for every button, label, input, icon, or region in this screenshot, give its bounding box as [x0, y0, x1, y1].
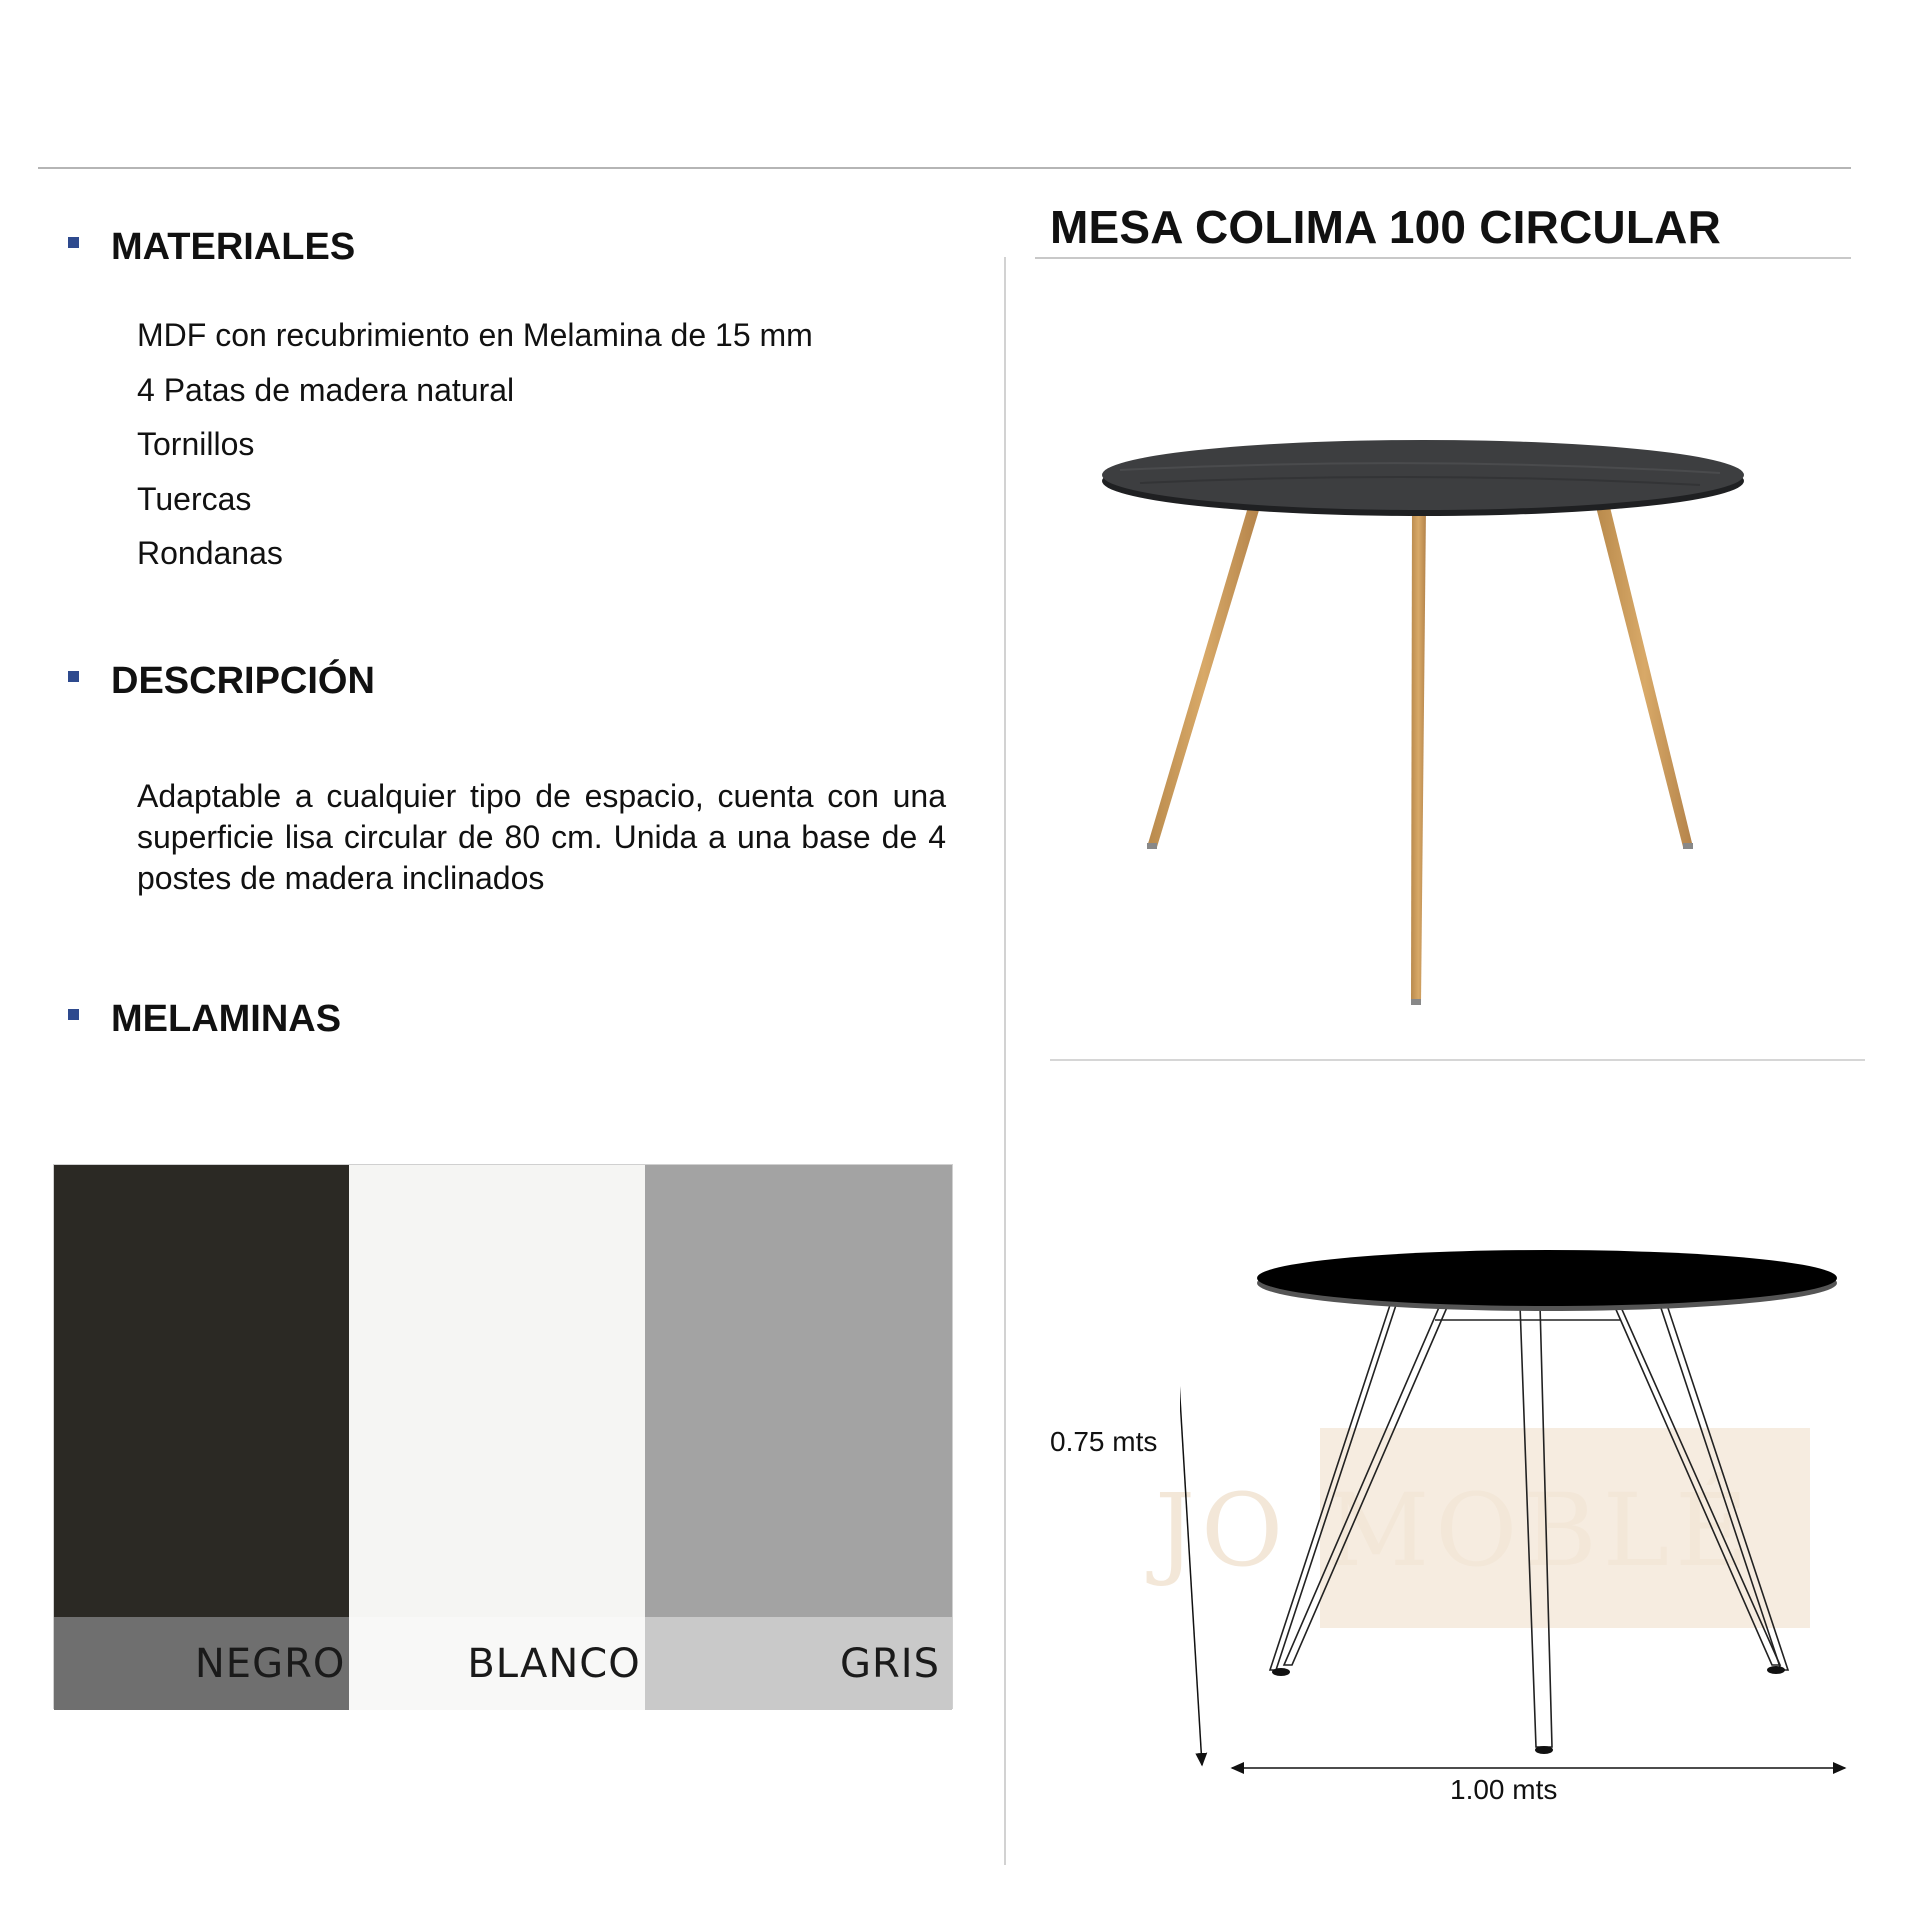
- materials-heading: [68, 226, 355, 269]
- table-leg: [1147, 507, 1260, 847]
- column-divider: [1004, 257, 1006, 1865]
- height-dimension-line: [1180, 1265, 1202, 1765]
- image-divider: [1050, 1059, 1865, 1061]
- swatch-chip: [349, 1165, 644, 1617]
- square-bullet-icon: [68, 237, 79, 248]
- melamines-heading-label: MELAMINAS: [111, 998, 342, 1040]
- leg-foot: [1147, 843, 1157, 849]
- watermark-text: JO MOBLÉ: [1155, 1472, 1755, 1589]
- top-rule: [38, 167, 1851, 169]
- table-dimension-drawing: [1180, 1245, 1870, 1785]
- list-item: Tuercas: [137, 480, 252, 517]
- swatch-label: GRIS: [840, 1640, 940, 1687]
- table-leg: [1596, 507, 1693, 847]
- swatch-label: NEGRO: [194, 1640, 346, 1687]
- swatch-gris: [645, 1165, 952, 1708]
- list-item: 4 Patas de madera natural: [137, 371, 515, 408]
- square-bullet-icon: [68, 671, 79, 682]
- swatch-blanco: [349, 1165, 644, 1708]
- title-underline: [1035, 257, 1851, 259]
- leg-foot: [1683, 843, 1693, 849]
- list-item: Tornillos: [137, 426, 255, 462]
- tabletop: [1102, 440, 1744, 510]
- list-item: Rondanas: [137, 535, 283, 571]
- swatch-chip: [54, 1165, 349, 1617]
- swatch-label-band: [54, 1617, 349, 1710]
- swatch-label-band: [645, 1617, 952, 1710]
- leg-foot: [1411, 999, 1421, 1005]
- swatch-label: BLANCO: [467, 1640, 641, 1687]
- swatch-negro: [54, 1165, 349, 1708]
- list-item: MDF con recubrimiento en Melamina de 15 mm: [137, 317, 813, 353]
- swatch-label-band: [349, 1617, 644, 1710]
- description-text: Adaptable a cualquier tipo de espacio, cuenta con una superficie lisa circular de 80 cm. Unida a una base de 4 postes de madera inclinados: [137, 778, 946, 896]
- table-product-illustration: [1080, 415, 1760, 1015]
- materials-list: [137, 313, 813, 586]
- leg-outlines: [1270, 1305, 1788, 1747]
- melamine-swatches: [53, 1164, 953, 1709]
- materials-heading-label: MATERIALES: [111, 226, 356, 268]
- melamines-heading: [68, 998, 341, 1041]
- description-heading-label: DESCRIPCIÓN: [111, 660, 375, 702]
- square-bullet-icon: [68, 1009, 79, 1020]
- product-title: MESA COLIMA 100 CIRCULAR: [1050, 201, 1721, 253]
- tabletop: [1257, 1250, 1837, 1306]
- leg-foot: [1272, 1668, 1290, 1676]
- height-label: 0.75 mts: [1050, 1426, 1158, 1457]
- swatch-chip: [645, 1165, 952, 1617]
- table-leg: [1411, 507, 1426, 1003]
- leg-foot: [1767, 1666, 1785, 1674]
- description-heading: [68, 660, 375, 703]
- leg-foot: [1535, 1746, 1553, 1754]
- width-label: 1.00 mts: [1450, 1774, 1558, 1805]
